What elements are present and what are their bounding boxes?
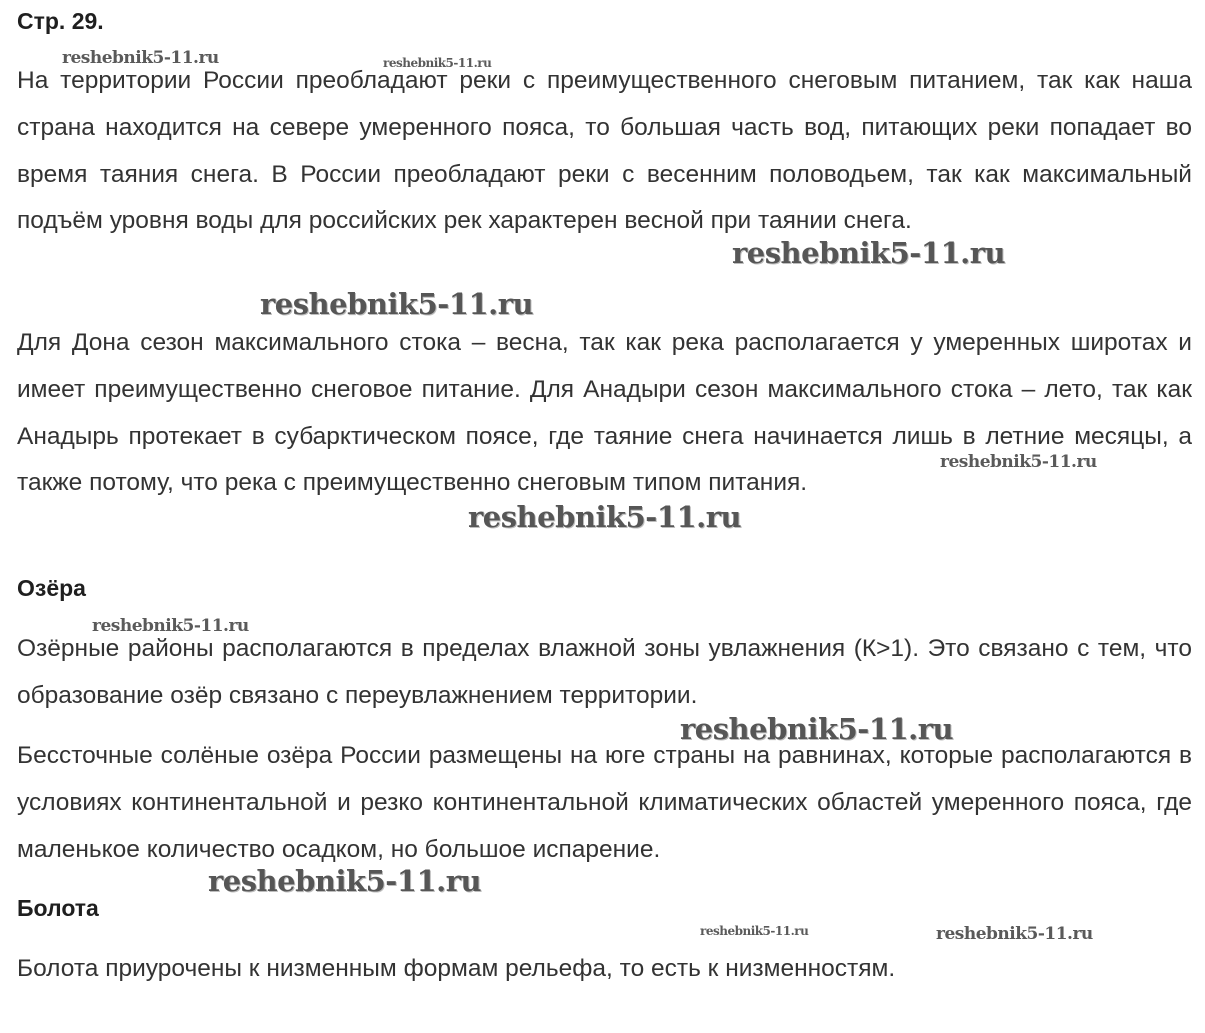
swamps-paragraph-1: Болота приурочены к низменным формам рельефа, то есть к низменностям. (17, 955, 896, 982)
lakes-paragraph-1: Озёрные районы располагаются в пределах влажной зоны увлажнения (К>1). Это связано с тем, что образование озёр связано с переувлажнением территории. (17, 635, 1192, 709)
watermark: reshebnik5-11.ru (260, 287, 534, 321)
rivers-paragraph-1: На территории России преобладают реки с преимущественного снеговым питанием, так как наша страна находится на севере умеренного пояса, то большая часть вод, питающих реки попадает во время таяния снега. В России преобладают реки с весенним половодьем, так как максимальный подъём уровня воды для российских рек характерен весной при таянии снега. (17, 67, 1192, 235)
watermark: reshebnik5-11.ru (208, 864, 482, 898)
watermark: reshebnik5-11.ru (468, 500, 742, 534)
page-label: Стр. 29. (17, 8, 104, 34)
watermark: reshebnik5-11.ru (92, 616, 249, 636)
watermark: reshebnik5-11.ru (940, 452, 1097, 472)
lakes-paragraph-2: Бессточные солёные озёра России размещены на юге страны на равнинах, которые располагаются в условиях континентальной и резко континентальной климатических областей умеренного пояса, где маленькое количество осадком, но большое испарение. (17, 742, 1192, 863)
watermark: reshebnik5-11.ru (936, 924, 1093, 944)
rivers-paragraph-2: Для Дона сезон максимального стока – весна, так как река располагается у умеренных широтах и имеет преимущественно снеговое питание. Для Анадыри сезон максимального стока – лето, так как Анадырь протекает в субарктическом поясе, где таяние снега начинается лишь в летние месяцы, а также потому, что река с преимущественно снеговым типом питания. (17, 329, 1192, 497)
watermark: reshebnik5-11.ru (732, 236, 1006, 270)
watermark: reshebnik5-11.ru (700, 924, 809, 938)
watermark: reshebnik5-11.ru (680, 712, 954, 746)
watermark: reshebnik5-11.ru (383, 56, 492, 70)
lakes-heading: Озёра (17, 575, 86, 601)
watermark: reshebnik5-11.ru (62, 48, 219, 68)
swamps-heading: Болота (17, 895, 99, 921)
